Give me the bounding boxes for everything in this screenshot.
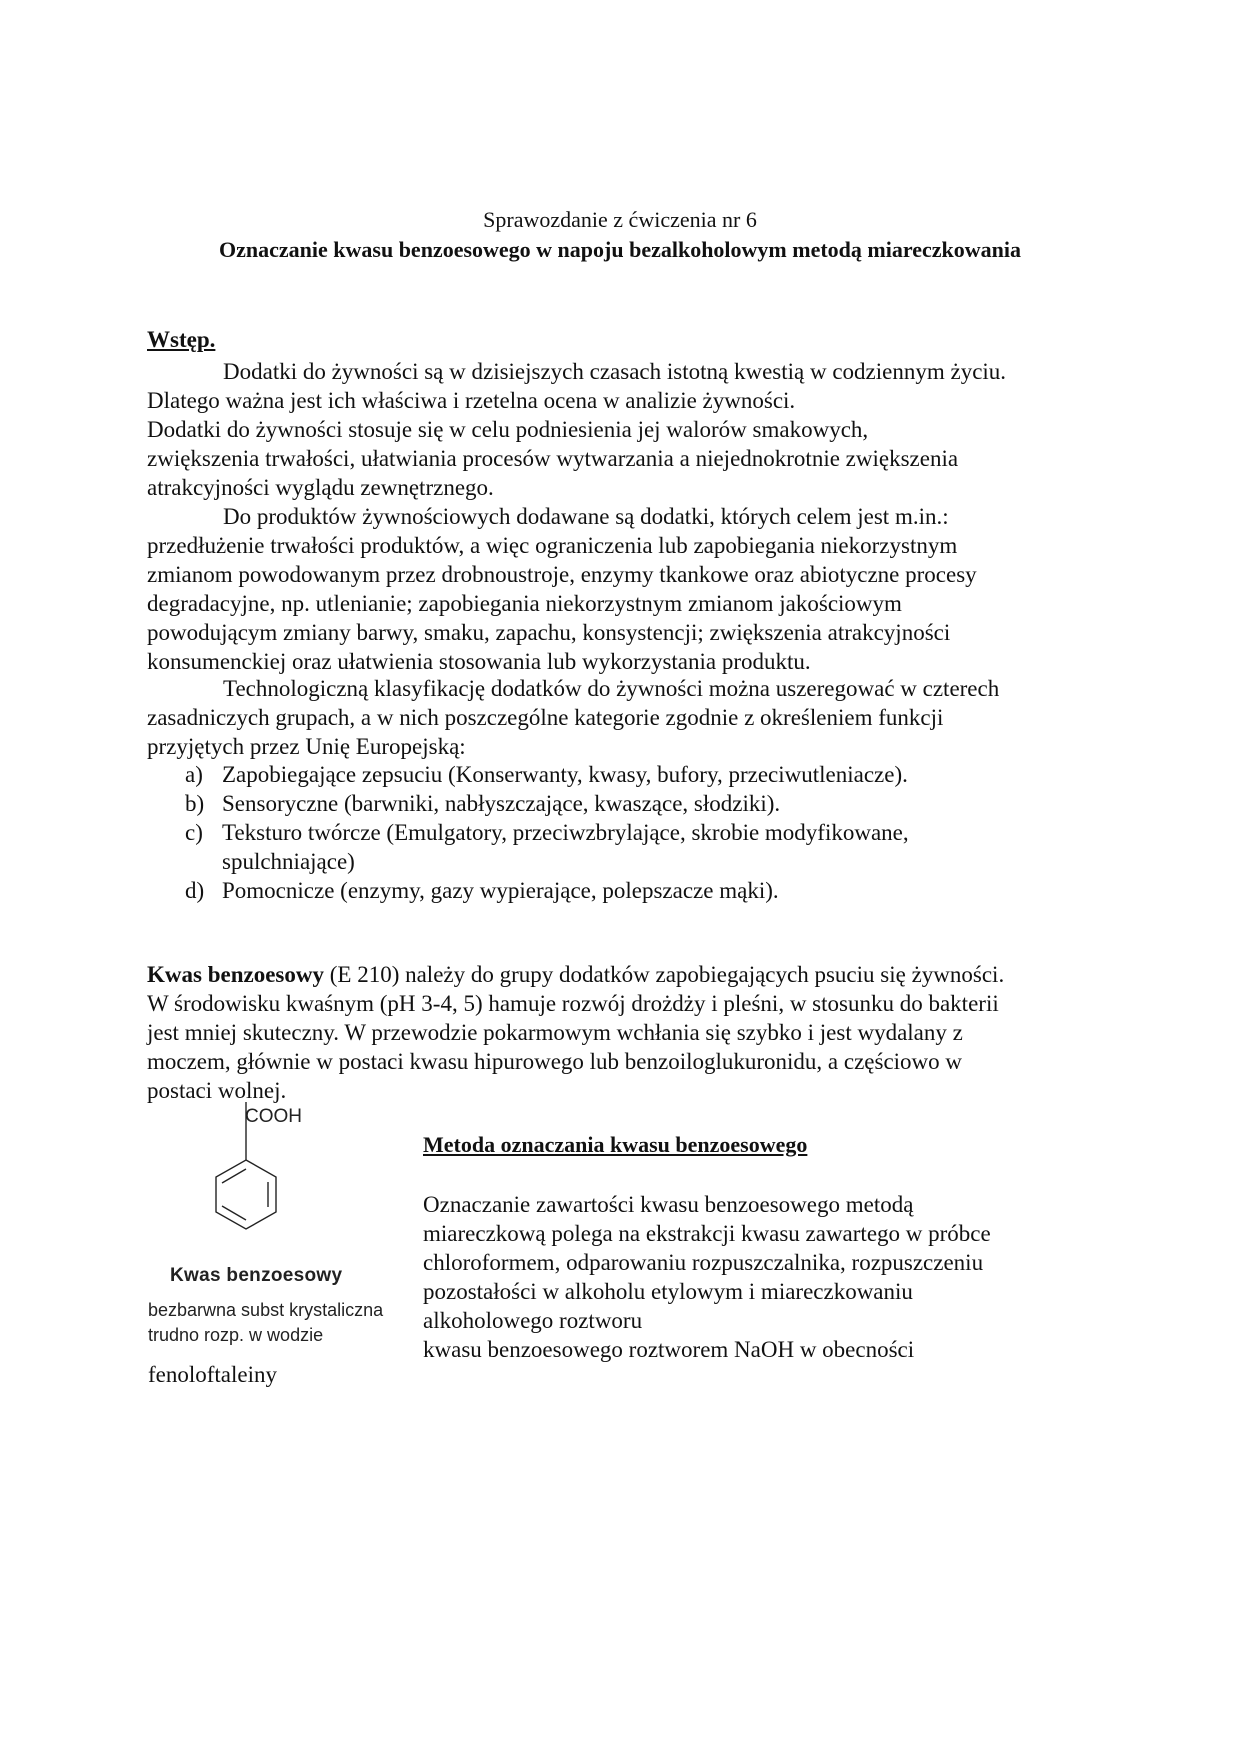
text-line: alkoholowego roztworu xyxy=(423,1308,643,1333)
intro-paragraph-3 xyxy=(147,502,977,676)
continued-text: fenoloftaleiny xyxy=(148,1362,278,1387)
list-item-text-continued: spulchniające) xyxy=(222,849,355,874)
method-paragraph xyxy=(423,1190,991,1364)
intro-paragraph-1 xyxy=(147,357,1006,415)
text-line: pozostałości w alkoholu etylowym i miareczkowaniu xyxy=(423,1279,913,1304)
text-line: przedłużenie trwałości produktów, a więc ograniczenia lub zapobiegania niekorzystnym xyxy=(147,533,958,558)
text-line: chloroformem, odparowaniu rozpuszczalnika, rozpuszczeniu xyxy=(423,1250,984,1275)
text-line: moczem, głównie w postaci kwasu hipurowego lub benzoiloglukuronidu, a częściowo w xyxy=(147,1049,963,1074)
intro-paragraph-4 xyxy=(147,674,999,761)
text-line: konsumenckiej oraz ułatwienia stosowania lub wykorzystania produktu. xyxy=(147,649,811,674)
text-line: miareczkową polega na ekstrakcji kwasu zawartego w próbce xyxy=(423,1221,991,1246)
benzoic-acid-paragraph xyxy=(147,960,1004,1105)
structure-description: trudno rozp. w wodzie xyxy=(148,1325,324,1345)
text-line: Dlatego ważna jest ich właściwa i rzetelna ocena w analizie żywności. xyxy=(147,388,796,413)
list-marker: b) xyxy=(185,791,205,816)
list-item-text: Zapobiegające zepsuciu (Konserwanty, kwasy, bufory, przeciwutleniacze). xyxy=(222,762,908,787)
intro-heading: Wstęp. xyxy=(147,327,216,352)
list-item-text: Sensoryczne (barwniki, nabłyszczające, kwaszące, słodziki). xyxy=(222,791,781,816)
structure-name: Kwas benzoesowy xyxy=(170,1265,343,1286)
list-item-text: Teksturo twórcze (Emulgatory, przeciwzbrylające, skrobie modyfikowane, xyxy=(222,820,909,845)
list-item xyxy=(147,876,1162,905)
text-line: zasadniczych grupach, a w nich poszczególne kategorie zgodnie z określeniem funkcji xyxy=(147,705,944,730)
list-marker: d) xyxy=(185,878,205,903)
text-line: powodującym zmiany barwy, smaku, zapachu, konsystencji; zwiększenia atrakcyjności xyxy=(147,620,951,645)
list-marker: a) xyxy=(185,762,203,787)
text-line: Dodatki do żywności są w dzisiejszych czasach istotną kwestią w codziennym życiu. xyxy=(223,359,1007,384)
list-item xyxy=(147,818,1162,876)
text-line: Do produktów żywnościowych dodawane są dodatki, których celem jest m.in.: xyxy=(223,504,949,529)
benzoic-acid-term: Kwas benzoesowy xyxy=(147,962,324,987)
text-line: zwiększenia trwałości, ułatwiania procesów wytwarzania a niejednokrotnie zwiększenia xyxy=(147,446,959,471)
benzene-ring xyxy=(216,1160,276,1229)
text-line: atrakcyjności wyglądu zewnętrznego. xyxy=(147,475,494,500)
benzoic-acid-structure xyxy=(200,1102,340,1252)
method-heading: Metoda oznaczania kwasu benzoesowego xyxy=(423,1132,808,1157)
text-run: (E 210) należy do grupy dodatków zapobiegających psuciu się żywności. xyxy=(323,962,1005,987)
text-line: jest mniej skuteczny. W przewodzie pokarmowym wchłania się szybko i jest wydalany z xyxy=(147,1020,963,1045)
text-line: degradacyjne, np. utlenianie; zapobiegania niekorzystnym zmianom jakościowym xyxy=(147,591,902,616)
list-marker: c) xyxy=(185,820,203,845)
list-item xyxy=(147,760,1162,789)
intro-paragraph-2 xyxy=(147,415,958,502)
text-line: kwasu benzoesowego roztworem NaOH w obecności xyxy=(423,1337,915,1362)
text-line: postaci wolnej. xyxy=(147,1078,287,1103)
structure-description: bezbarwna subst krystaliczna xyxy=(148,1300,384,1320)
list-item xyxy=(147,789,1162,818)
text-line: Dodatki do żywności stosuje się w celu podniesienia jej walorów smakowych, xyxy=(147,417,869,442)
text-line: zmianom powodowanym przez drobnoustroje, enzymy tkankowe oraz abiotyczne procesy xyxy=(147,562,977,587)
text-line xyxy=(147,960,1004,989)
list-item-text: Pomocnicze (enzymy, gazy wypierające, polepszacze mąki). xyxy=(222,878,779,903)
report-subtitle: Oznaczanie kwasu benzoesowego w napoju bezalkoholowym metodą miareczkowania xyxy=(219,237,1021,262)
additive-categories-list xyxy=(147,760,1162,905)
text-line: przyjętych przez Unię Europejską: xyxy=(147,734,466,759)
text-line: Technologiczną klasyfikację dodatków do żywności można uszeregować w czterech xyxy=(223,676,1000,701)
text-line: W środowisku kwaśnym (pH 3-4, 5) hamuje rozwój drożdży i pleśni, w stosunku do bakterii xyxy=(147,991,999,1016)
cooh-group-label: COOH xyxy=(245,1106,302,1127)
text-line: Oznaczanie zawartości kwasu benzoesowego metodą xyxy=(423,1192,914,1217)
report-title: Sprawozdanie z ćwiczenia nr 6 xyxy=(483,207,757,232)
